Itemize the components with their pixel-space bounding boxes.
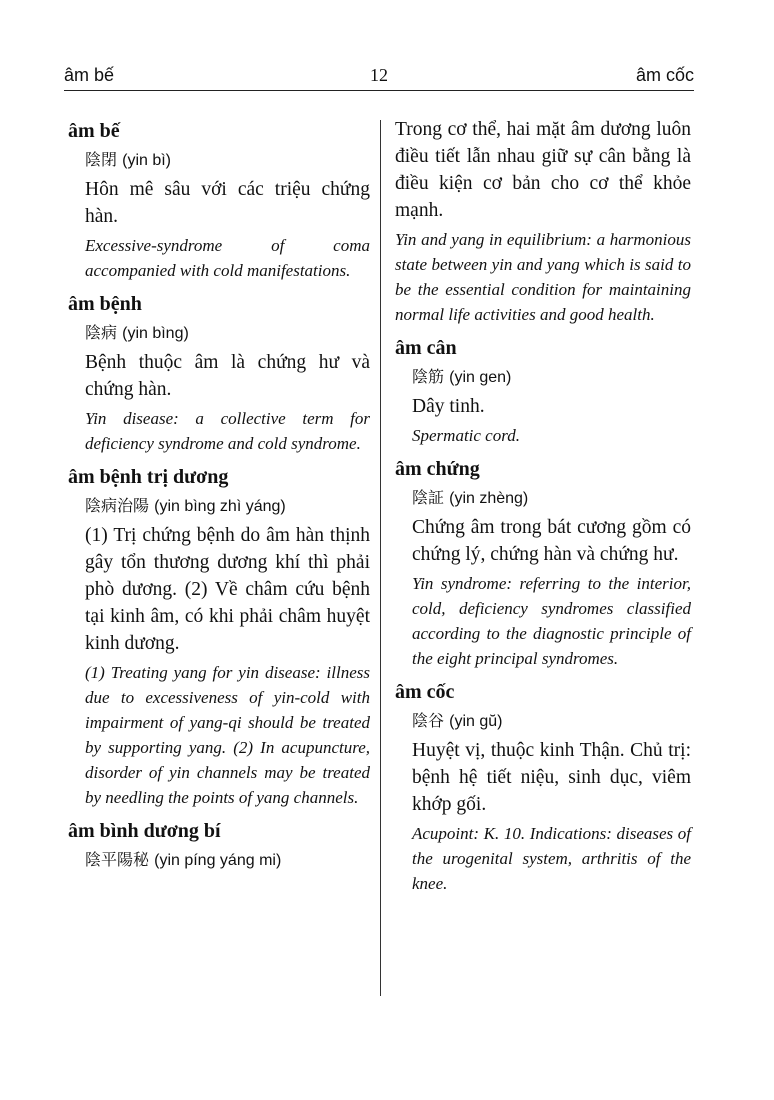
running-head-left: âm bế xyxy=(64,65,115,85)
entry-vietnamese: (1) Trị chứng bệnh do âm hàn thịnh gây tổn thương dương khí thì phải phò dương. (2) Về châm cứu bệnh tại kinh âm, có khi phải châm huyệt kinh dương. xyxy=(85,525,370,654)
dictionary-entry xyxy=(395,679,691,896)
entry-hanzi: 陰平陽秘 xyxy=(85,850,150,869)
entry-pinyin: (yin bìng zhì yáng) xyxy=(154,498,286,515)
dictionary-entry xyxy=(68,118,370,283)
entry-headword: âm cân xyxy=(395,337,457,359)
page-number: 12 xyxy=(370,65,388,85)
entry-english: Yin and yang in equilibrium: a harmonious state between yin and yang which is said to be the essential condition for maintaining normal life activities and good health. xyxy=(395,230,691,324)
entry-headword: âm bệnh trị dương xyxy=(68,466,229,488)
right-column xyxy=(395,116,691,904)
dictionary-entry xyxy=(395,456,691,671)
entry-vietnamese: Trong cơ thể, hai mặt âm dương luôn điều tiết lẫn nhau giữ sự cân bằng là điều kiện cơ bản cho cơ thể khỏe mạnh. xyxy=(395,119,691,221)
entry-headword: âm bình dương bí xyxy=(68,820,221,842)
entry-vietnamese: Dây tinh. xyxy=(412,396,485,417)
dictionary-entry xyxy=(395,335,691,448)
entry-hanzi: 陰閉 xyxy=(85,150,118,169)
entry-english: (1) Treating yang for yin disease: illness due to excessiveness of yin-cold with impairment of yang-qi should be treated by supporting yang. (2) In acupuncture, disorder of yin channels may be treated by needling the points of yang channels. xyxy=(85,663,370,807)
entry-pinyin: (yin píng yáng mi) xyxy=(154,852,282,869)
entry-chinese xyxy=(85,320,370,347)
entry-chinese xyxy=(412,364,691,391)
dictionary-entry xyxy=(68,291,370,456)
entry-english: Excessive-syndrome of coma accompanied with cold manifestations. xyxy=(85,236,370,280)
entry-pinyin: (yin zhèng) xyxy=(449,490,529,507)
entry-chinese xyxy=(85,493,370,520)
column-divider xyxy=(380,120,381,996)
entry-vietnamese: Hôn mê sâu với các triệu chứng hàn. xyxy=(85,179,370,227)
dictionary-entry xyxy=(68,818,370,874)
entry-pinyin: (yin gen) xyxy=(449,369,512,386)
entry-vietnamese: Huyệt vị, thuộc kinh Thận. Chủ trị: bệnh hệ tiết niệu, sinh dục, viêm khớp gối. xyxy=(412,740,691,815)
entry-chinese xyxy=(412,485,691,512)
entry-pinyin: (yin bìng) xyxy=(122,325,189,342)
entry-chinese xyxy=(85,847,370,874)
left-column xyxy=(68,116,370,882)
entry-english: Yin disease: a collective term for deficiency syndrome and cold syndrome. xyxy=(85,409,370,453)
entry-pinyin: (yin bì) xyxy=(122,152,172,169)
entry-english: Yin syndrome: referring to the interior, cold, deficiency syndromes classified according to the diagnostic principle of the eight principal syndromes. xyxy=(412,574,691,668)
entry-english: Acupoint: K. 10. Indications: diseases of the urogenital system, arthritis of the knee. xyxy=(412,824,691,893)
entry-headword: âm chứng xyxy=(395,458,480,480)
entry-hanzi: 陰病 xyxy=(85,323,118,342)
dictionary-entry-continued xyxy=(395,116,691,327)
entry-vietnamese: Chứng âm trong bát cương gồm có chứng lý, chứng hàn và chứng hư. xyxy=(412,517,691,565)
entry-headword: âm bệnh xyxy=(68,293,142,315)
dictionary-entry xyxy=(68,464,370,810)
entry-pinyin: (yin gŭ) xyxy=(449,713,503,730)
entry-english: Spermatic cord. xyxy=(412,426,520,445)
entry-hanzi: 陰病治陽 xyxy=(85,496,150,515)
running-head-right: âm cốc xyxy=(635,65,694,85)
entry-vietnamese: Bệnh thuộc âm là chứng hư và chứng hàn. xyxy=(85,352,370,400)
running-head xyxy=(64,64,694,91)
entry-headword: âm bế xyxy=(68,120,120,142)
entry-hanzi: 陰谷 xyxy=(412,711,445,730)
entry-hanzi: 陰筋 xyxy=(412,367,445,386)
entry-hanzi: 陰証 xyxy=(412,488,445,507)
entry-chinese xyxy=(85,147,370,174)
entry-headword: âm cốc xyxy=(395,681,455,703)
entry-chinese xyxy=(412,708,691,735)
